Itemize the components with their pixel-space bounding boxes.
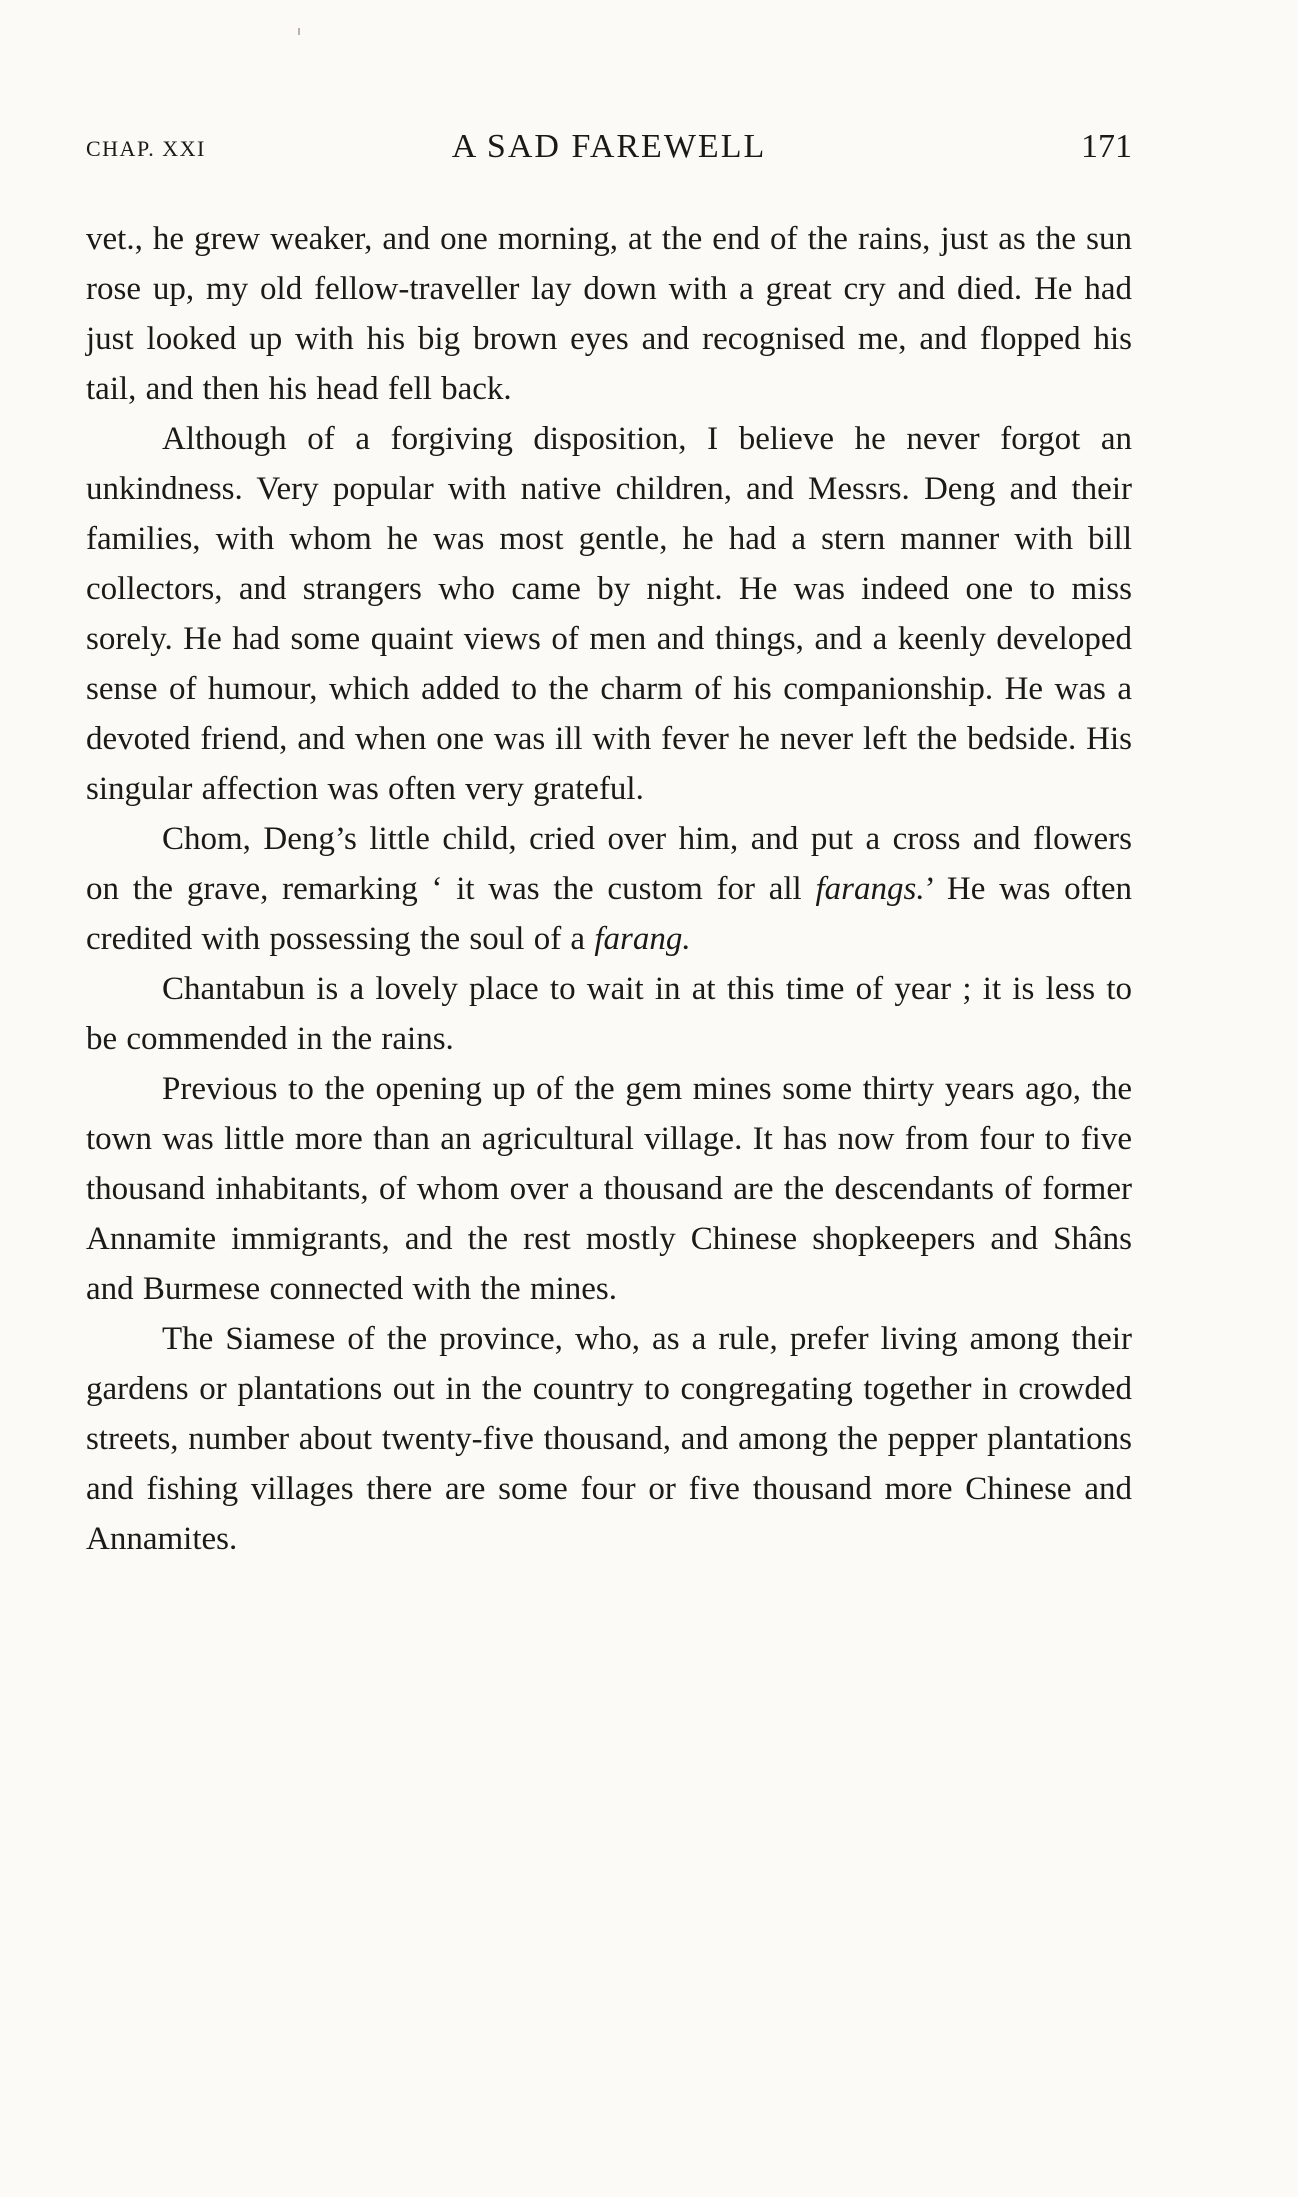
chapter-label: CHAP. XXI	[86, 136, 206, 161]
paragraph	[86, 1314, 1132, 1564]
paragraph-text: ’ He was often credited with possessing the soul of a	[86, 871, 1132, 957]
body-text	[86, 214, 1132, 1564]
page-speck	[298, 28, 300, 35]
paragraph-continued	[86, 214, 1132, 414]
paragraph-text: The Siamese of the province, who, as a rule, prefer living among their gardens or plantations out in the country to congregating together in crowded streets, number about twenty-five thousand, and among the pepper plantations and fishing villages there are some four or five thousand more Chinese and Annamites.	[86, 1321, 1132, 1557]
paragraph-text: Chom, Deng’s little child, cried over him, and put a cross and flowers on the grave, remarking ‘ it was the custom for all	[86, 821, 1132, 907]
page-number: 171	[1081, 128, 1132, 165]
paragraph-text: Chantabun is a lovely place to wait in at this time of year ; it is less to be commended in the rains.	[86, 971, 1132, 1057]
paragraph	[86, 964, 1132, 1064]
paragraph-text: Although of a forgiving disposition, I believe he never forgot an unkindness. Very popular with native children, and Messrs. Deng and their families, with whom he was most gentle, he had a stern manner with bill collectors, and strangers who came by night. He was indeed one to miss sorely. He had some quaint views of men and things, and a keenly developed sense of humour, which added to the charm of his companionship. He was a devoted friend, and when one was ill with fever he never left the bedside. His singular affection was often very grateful.	[86, 421, 1132, 807]
running-head	[86, 128, 1132, 176]
paragraph-text: vet., he grew weaker, and one morning, at the end of the rains, just as the sun rose up, my old fellow-traveller lay down with a great cry and died. He had just looked up with his big brown eyes and recognised me, and flopped his tail, and then his head fell back.	[86, 221, 1132, 407]
italic-word: farangs.	[815, 871, 925, 907]
paragraph	[86, 814, 1132, 964]
paragraph-text: Previous to the opening up of the gem mines some thirty years ago, the town was little more than an agricultural village. It has now from four to five thousand inhabitants, of whom over a thousand are the descendants of former Annamite immigrants, and the rest mostly Chinese shopkeepers and Shâns and Burmese connected with the mines.	[86, 1071, 1132, 1307]
paragraph	[86, 1064, 1132, 1314]
italic-word: farang.	[594, 921, 691, 957]
chapter-title: A SAD FAREWELL	[451, 128, 767, 165]
paragraph	[86, 414, 1132, 814]
